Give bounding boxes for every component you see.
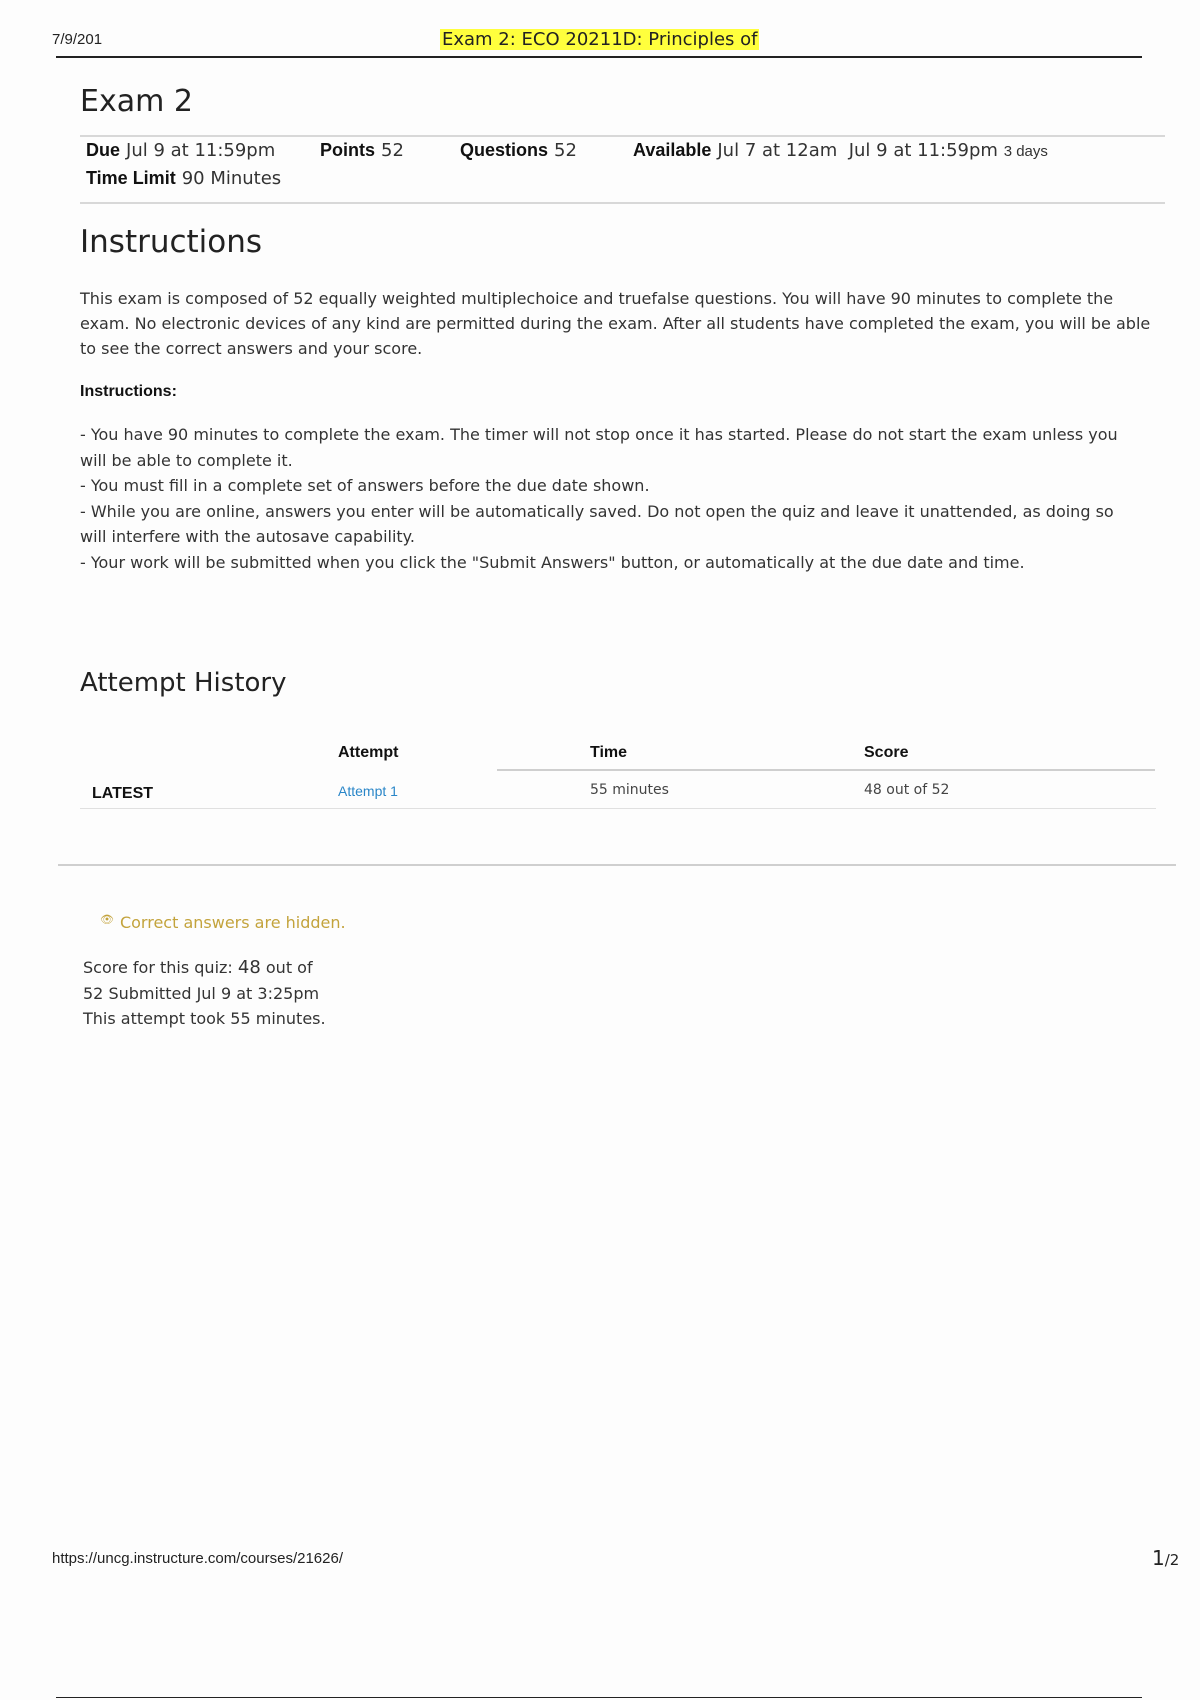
due-label: Due [86, 140, 121, 160]
latest-tag: LATEST [92, 785, 154, 802]
answers-hidden-text: Correct answers are hidden. [119, 913, 346, 932]
hidden-eye-icon: 👁 [100, 913, 114, 926]
table-header-divider [497, 769, 1155, 771]
questions-label: Questions [460, 140, 549, 160]
instructions-intro: This exam is composed of 52 equally weighted multiplechoice and truefalse questions. You will have 90 minutes to complete the exam. No electronic devices of any kind are permitted during the exam. After all students have completed the exam, you will be able to see the correct answers and your score. [80, 289, 1151, 358]
instruction-item: - You must fill in a complete set of answers before the due date shown. [80, 476, 650, 495]
instruction-item: - While you are online, answers you enter will be automatically saved. Do not open the quiz and leave it unattended, as doing so will interfere with the autosave capability. [80, 501, 1114, 546]
page-current: 1 [1152, 1546, 1165, 1570]
points-label: Points [320, 140, 376, 160]
available-value: Jul 7 at 12am Jul 9 at 11:59pm [717, 140, 998, 161]
attempt-history-heading: Attempt History [80, 668, 287, 698]
questions-value: 52 [554, 140, 577, 161]
instructions-heading: Instructions [80, 224, 263, 260]
page-title: Exam 2 [80, 84, 193, 119]
time-limit-info [86, 168, 281, 189]
print-date: 7/9/201 [52, 31, 103, 48]
points-value: 52 [381, 140, 404, 161]
print-page-title: Exam 2: ECO 20211D: Principles of [442, 29, 758, 50]
table-row-divider [80, 808, 1156, 809]
due-info [86, 140, 275, 161]
col-header-score: Score [864, 744, 909, 761]
attempt-score: 48 out of 52 [864, 782, 950, 798]
available-label: Available [633, 140, 712, 160]
page-number [1152, 1546, 1179, 1570]
header-divider [56, 56, 1142, 58]
print-url: https://uncg.instructure.com/courses/21626/ [52, 1550, 343, 1567]
time-limit-label: Time Limit [86, 168, 176, 188]
footer-divider [56, 1697, 1142, 1698]
attempt-duration: This attempt took 55 minutes. [83, 1009, 326, 1028]
section-divider [58, 864, 1176, 866]
answers-hidden-notice [100, 913, 346, 932]
score-prefix: Score for this quiz: [83, 958, 238, 977]
score-summary [83, 955, 333, 1032]
col-header-attempt: Attempt [338, 744, 399, 761]
points-info [320, 140, 404, 161]
instructions-subheading: Instructions: [80, 383, 177, 400]
available-days: 3 days [1003, 143, 1048, 160]
attempt-time: 55 minutes [590, 782, 669, 798]
instructions-list [80, 422, 1140, 575]
score-value: 48 [237, 957, 261, 978]
instruction-item: - Your work will be submitted when you click the "Submit Answers" button, or automatically at the due date and time. [80, 552, 1025, 572]
col-header-time: Time [590, 744, 628, 761]
page-total: /2 [1164, 1551, 1180, 1569]
available-info [633, 140, 1048, 161]
questions-info [460, 140, 577, 161]
instruction-item: - You have 90 minutes to complete the exam. The timer will not stop once it has started. Please do not start the exam unless you will be able to complete it. [80, 425, 1118, 470]
time-limit-value: 90 Minutes [181, 168, 282, 189]
score-suffix: out of 52 Submitted Jul 9 at 3:25pm [83, 958, 320, 1003]
due-value: Jul 9 at 11:59pm [126, 140, 276, 161]
attempt-1-link[interactable]: Attempt 1 [338, 783, 398, 799]
meta-bottom-divider [80, 202, 1165, 204]
meta-top-divider [80, 135, 1165, 137]
